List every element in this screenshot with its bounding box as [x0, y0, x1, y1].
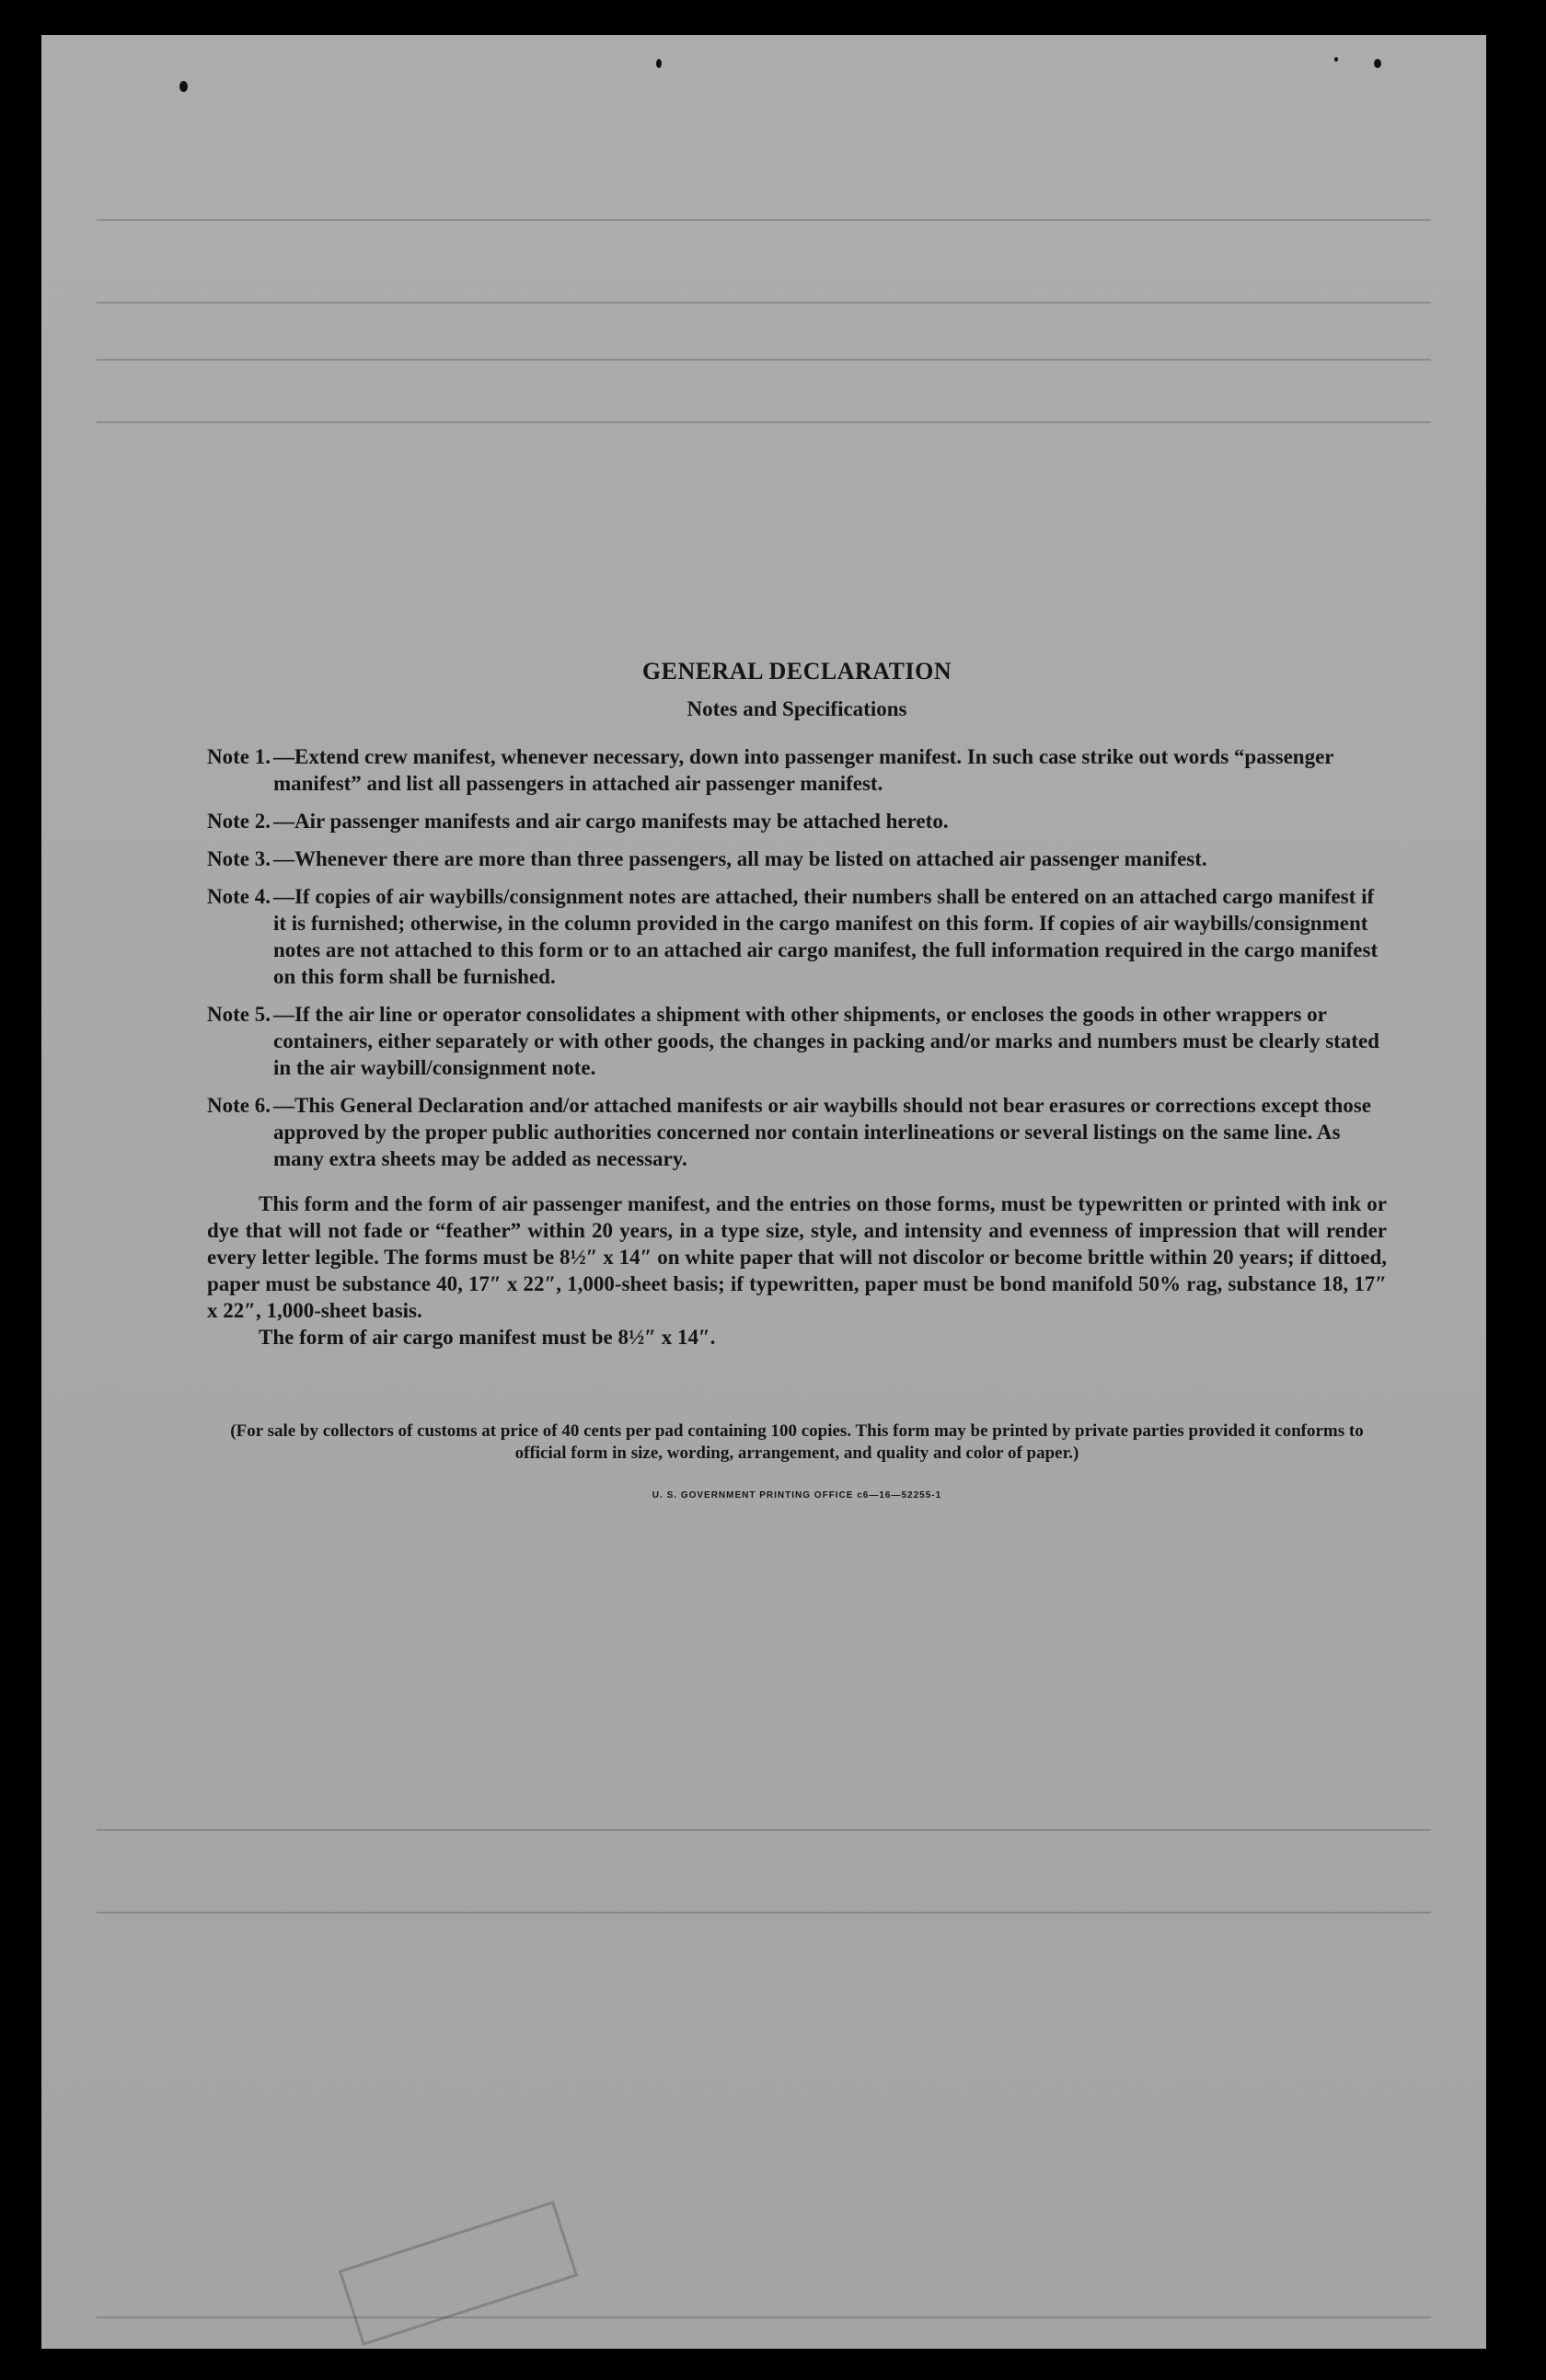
note-text: —Extend crew manifest, whenever necessary, down into passenger manifest. In such case strike out words “passenger manifest” and list all passengers in attached air passenger manifest.	[272, 745, 1334, 795]
note-text: —Whenever there are more than three passengers, all may be listed on attached air passenger manifest.	[272, 847, 1207, 870]
note-6	[207, 1092, 1387, 1172]
note-text: —Air passenger manifests and air cargo manifests may be attached hereto.	[272, 810, 949, 833]
note-4	[207, 883, 1387, 990]
ink-speck	[1334, 57, 1338, 62]
note-text: —This General Declaration and/or attached manifests or air waybills should not bear erasures or corrections except those approved by the proper public authorities concerned nor contain interlineations or several listings on the same line. As many extra sheets may be added as necessary.	[272, 1094, 1371, 1170]
ink-speck	[656, 59, 662, 68]
bleed-line	[97, 2317, 1431, 2318]
note-text: —If the air line or operator consolidates a shipment with other shipments, or encloses the goods in other wrappers or containers, either separately or with other goods, the changes in packing and/or marks and numbers must be clearly stated in the air waybill/consignment note.	[272, 1003, 1379, 1079]
document-title: GENERAL DECLARATION	[641, 658, 952, 684]
document-page	[41, 35, 1486, 2349]
document-subtitle: Notes and Specifications	[686, 697, 907, 720]
bleed-line	[97, 359, 1431, 361]
note-1	[207, 743, 1387, 797]
note-3	[207, 845, 1387, 872]
note-label: Note 4.	[207, 885, 271, 908]
bleed-line	[97, 1912, 1431, 1914]
sale-note: (For sale by collectors of customs at price of 40 cents per pad containing 100 copies. This form may be printed by private parties provided it conforms to official form in size, wording, arrangement, and quality and color of paper.)	[230, 1421, 1364, 1463]
bleed-line	[97, 219, 1431, 221]
bleed-line	[97, 421, 1431, 423]
bleed-stamp	[339, 2201, 579, 2346]
note-text: —If copies of air waybills/consignment notes are attached, their numbers shall be entered on an attached cargo manifest if it is furnished; otherwise, in the column provided in the cargo manifest on this form. If copies of air waybills/consignment notes are not attached to this form or to an attached air cargo manifest, the full information required in the cargo manifest on this form shall be furnished.	[272, 885, 1379, 988]
form-specification-paragraph: This form and the form of air passenger manifest, and the entries on those forms, must be typewritten or printed with ink or dye that will not fade or “feather” within 20 years, in a type size, style, and intensity and evenness of impression that will render every letter legible. The forms must be 8½″ x 14″ on white paper that will not discolor or become brittle within 20 years; if dittoed, paper must be substance 40, 17″ x 22″, 1,000-sheet basis; if typewritten, paper must be bond manifold 50% rag, substance 18, 17″ x 22″, 1,000-sheet basis.	[207, 1192, 1387, 1322]
note-label: Note 1.	[207, 745, 271, 768]
bleed-line	[97, 1829, 1431, 1831]
ink-speck	[179, 81, 188, 92]
notes-block	[207, 657, 1387, 1500]
bleed-line	[97, 302, 1431, 304]
cargo-manifest-size-line: The form of air cargo manifest must be 8½″ x 14″.	[259, 1326, 716, 1349]
note-2	[207, 808, 1387, 834]
ink-speck	[1374, 59, 1381, 68]
note-label: Note 5.	[207, 1003, 271, 1026]
printer-line: U. S. GOVERNMENT PRINTING OFFICE c6—16—52255-1	[652, 1490, 942, 1500]
note-5	[207, 1001, 1387, 1081]
note-label: Note 3.	[207, 847, 271, 870]
note-label: Note 2.	[207, 810, 271, 833]
note-label: Note 6.	[207, 1094, 271, 1117]
notes-list	[207, 743, 1387, 1172]
